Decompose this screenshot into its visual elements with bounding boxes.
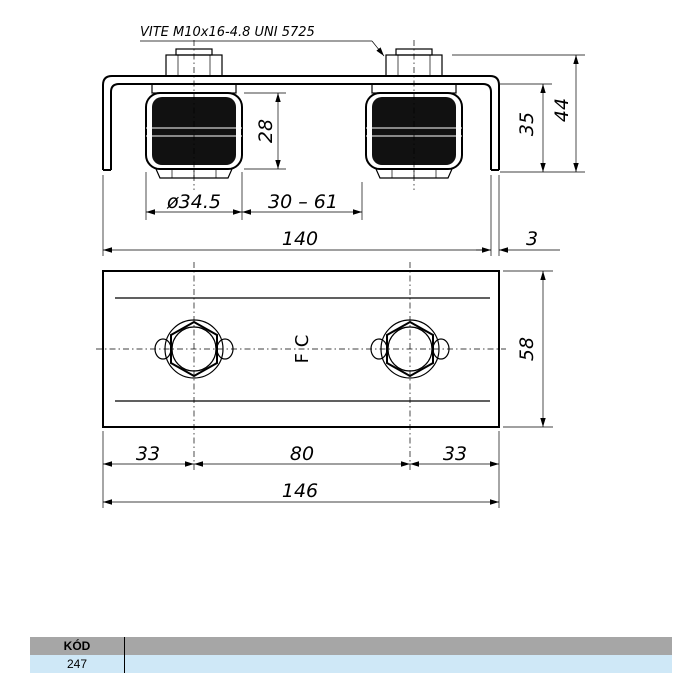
dim-hole-spacing: 80 xyxy=(289,443,315,465)
dim-edge-left: 33 xyxy=(135,443,161,465)
dim-height-44: 44 xyxy=(551,97,573,123)
code-table xyxy=(30,637,672,673)
code-header-label: KÓD xyxy=(30,637,125,655)
dim-roller-height: 28 xyxy=(255,118,277,144)
dim-plate-height: 58 xyxy=(516,336,538,362)
center-mark: F C xyxy=(292,334,313,364)
code-header-empty xyxy=(125,637,673,655)
dim-bracket-width: 140 xyxy=(281,228,319,250)
dim-height-35: 35 xyxy=(516,111,538,137)
code-table-header xyxy=(30,637,672,655)
top-view xyxy=(96,262,553,508)
screw-note: VITE M10x16-4.8 UNI 5725 xyxy=(140,25,315,40)
code-value: 247 xyxy=(30,655,125,673)
dim-plate-thickness: 3 xyxy=(525,228,539,250)
side-view xyxy=(103,25,585,256)
code-table-row xyxy=(30,655,672,673)
dim-adjustment-range: 30 – 61 xyxy=(268,191,338,213)
code-row-empty xyxy=(125,655,673,673)
dim-edge-right: 33 xyxy=(442,443,468,465)
dim-plate-length: 146 xyxy=(281,480,319,502)
dim-roller-diameter: ø34.5 xyxy=(167,191,221,213)
